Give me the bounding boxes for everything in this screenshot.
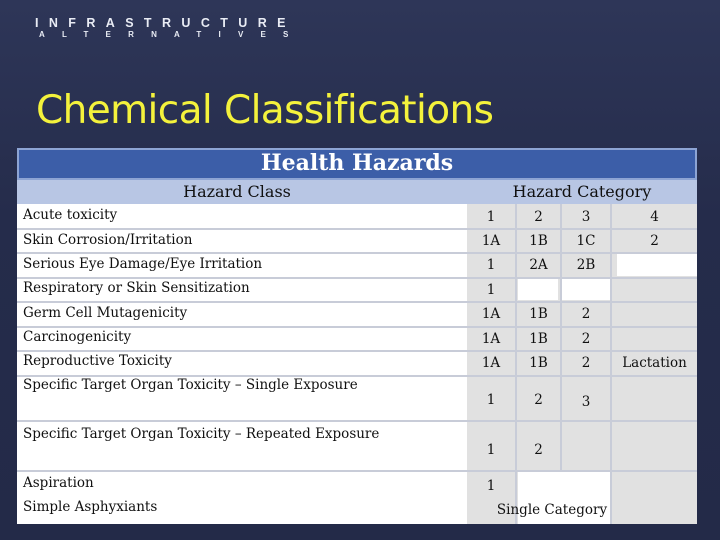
- hazard-category-cell: 1: [486, 209, 496, 225]
- hazard-class-label: Reproductive Toxicity: [23, 353, 172, 369]
- hazard-category-cell: 1A: [481, 331, 501, 347]
- hazard-category-cell: 2: [650, 233, 659, 249]
- hazard-category-cell: 2B: [576, 257, 596, 273]
- row-divider: [17, 420, 697, 422]
- empty-cell: [562, 279, 610, 300]
- brand-logo: [35, 16, 306, 40]
- hazard-category-cell: 2: [534, 392, 543, 408]
- hazard-category-cell: 1B: [529, 331, 548, 347]
- row-divider: [17, 252, 697, 254]
- hazard-class-label: Acute toxicity: [23, 207, 118, 223]
- hazard-category-cell: 1A: [481, 233, 501, 249]
- hazard-category-cell: 2A: [529, 257, 548, 273]
- hazard-category-cell: 2: [581, 306, 591, 322]
- hazard-class-label: Specific Target Organ Toxicity – Single Exposure: [23, 377, 358, 393]
- hazard-class-label: Serious Eye Damage/Eye Irritation: [23, 256, 263, 272]
- hazard-category-cell: 1: [486, 442, 496, 458]
- hazard-category-cell: 1B: [529, 306, 548, 322]
- hazard-category-cell: 1: [486, 478, 496, 494]
- hazard-class-label: Aspiration: [23, 475, 94, 491]
- hazard-category-cell: 1B: [529, 355, 548, 371]
- hazard-class-label: Carcinogenicity: [23, 329, 132, 345]
- table-heading: Health Hazards: [260, 150, 454, 176]
- hazard-category-cell: 2: [534, 209, 543, 225]
- hazard-category-cell: 1: [486, 392, 496, 408]
- hazard-category-cell: 1B: [529, 233, 548, 249]
- hazard-category-cell: 1: [486, 282, 496, 298]
- hazard-class-label: Specific Target Organ Toxicity – Repeated Exposure: [23, 426, 380, 442]
- slide-title: Chemical Classifications: [36, 88, 494, 133]
- hazard-category-cell: 2: [581, 331, 591, 347]
- hazard-category-cell: 1C: [576, 233, 596, 249]
- hazard-class-label: Respiratory or Skin Sensitization: [23, 280, 250, 296]
- empty-cell: [617, 254, 697, 276]
- row-divider: [17, 301, 697, 303]
- brand-logo-line2: ALTERNATIVES: [39, 30, 306, 39]
- hazard-category-cell: 1A: [481, 306, 501, 322]
- row-divider: [17, 326, 697, 328]
- hazard-class-label: Skin Corrosion/Irritation: [23, 232, 193, 248]
- hazard-category-cell: 4: [650, 209, 659, 225]
- hazard-class-label: Simple Asphyxiants: [23, 499, 158, 515]
- row-divider: [17, 228, 697, 230]
- hazard-category-cell: 3: [581, 209, 591, 225]
- hazard-category-cell: 2: [581, 355, 591, 371]
- column-header-hazard-class: Hazard Class: [183, 182, 291, 201]
- hazard-category-cell: Lactation: [622, 355, 687, 371]
- hazard-table: [17, 148, 697, 524]
- hazard-category-cell: 1: [486, 257, 496, 273]
- empty-cell: [518, 279, 558, 300]
- hazard-class-label: Germ Cell Mutagenicity: [23, 305, 188, 321]
- hazard-category-cell: 1A: [481, 355, 501, 371]
- row-divider: [17, 350, 697, 352]
- column-header-hazard-category: Hazard Category: [512, 182, 652, 201]
- hazard-category-cell: 3: [581, 394, 591, 410]
- brand-logo-line1: INFRASTRUCTURE: [35, 16, 296, 30]
- hazard-category-cell: 2: [534, 442, 543, 458]
- hazard-category-cell: Single Category: [496, 502, 608, 518]
